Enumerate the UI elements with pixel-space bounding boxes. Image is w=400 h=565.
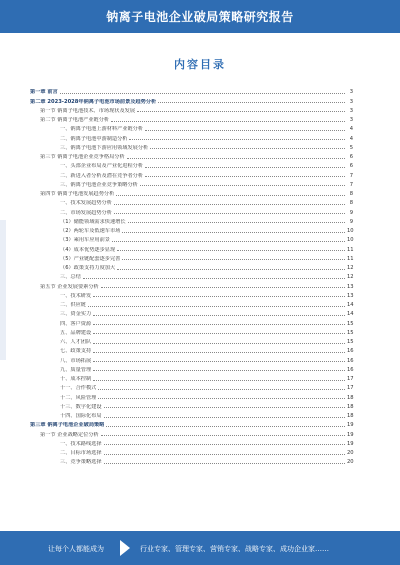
toc-leader-dots — [112, 240, 345, 242]
toc-entry-label: 十、成本控制 — [60, 376, 92, 382]
toc-entry-label: 五、品牌建设 — [60, 329, 92, 336]
toc-entry-page: 5 — [349, 144, 353, 151]
toc-entry-page: 20 — [347, 450, 354, 456]
toc-leader-dots — [88, 305, 345, 307]
toc-entry-page: 8 — [349, 200, 353, 207]
toc-entry-label: 第四节 钠离子电池发展趋势分析 — [40, 191, 115, 197]
toc-entry-page: 3 — [349, 89, 353, 96]
toc-entry[interactable] — [30, 206, 353, 215]
toc-entry-label: 第五节 企业发展要素分析 — [40, 283, 99, 290]
toc-entry-label: 七、政策支持 — [60, 348, 92, 355]
toc-entry-page: 3 — [349, 107, 353, 114]
toc-entry-page: 6 — [349, 163, 353, 170]
toc-entry-label: 一、技术发展趋势分析 — [60, 200, 112, 207]
toc-entry[interactable] — [30, 299, 353, 308]
toc-leader-dots — [93, 379, 345, 381]
toc-entry[interactable] — [30, 391, 353, 400]
toc-entry-page: 11 — [347, 246, 354, 253]
toc-entry-label: 三、钠离子电池企业竞争策略分析 — [60, 181, 138, 188]
footer-slogan: 让每个人都能成为 — [48, 545, 104, 553]
toc-entry-label: （3）乘用车应用前景 — [60, 237, 110, 244]
footer-roles: 行业专家、管理专家、营销专家、战略专家、成功企业家…… — [140, 545, 329, 553]
toc-leader-dots — [150, 147, 345, 149]
toc-entry-page: 15 — [347, 329, 354, 336]
toc-entry-label: 第三章 钠离子电池企业破局策略 — [30, 422, 105, 429]
header-bar — [0, 0, 400, 33]
toc-entry-page: 16 — [347, 348, 354, 355]
toc-entry-label: （5）产业链配套逐步完善 — [60, 255, 121, 262]
toc-entry-page: 4 — [349, 135, 353, 142]
side-decoration — [0, 220, 6, 360]
toc-entry[interactable] — [30, 225, 353, 234]
toc-entry-label: 二、目标市场选择 — [60, 450, 102, 456]
toc-entry-page: 14 — [347, 302, 354, 308]
toc-entry-page: 19 — [347, 440, 354, 447]
toc-entry-label: 一、技术路线选择 — [60, 440, 102, 447]
toc-leader-dots — [93, 314, 345, 316]
toc-entry[interactable] — [30, 114, 353, 123]
toc-entry-label: 十四、国际化布局 — [60, 413, 102, 419]
toc-entry-label: 三、钠离子电池下游应用领域发展分析 — [60, 144, 149, 151]
toc-leader-dots — [104, 406, 345, 408]
toc-entry-page: 19 — [347, 422, 354, 429]
toc-entry[interactable] — [30, 253, 353, 262]
toc-entry[interactable] — [30, 410, 353, 419]
toc-entry[interactable] — [30, 382, 353, 391]
toc-entry-label: 六、人才团队 — [60, 339, 92, 345]
toc-entry-page: 12 — [347, 265, 354, 271]
toc-entry-page: 8 — [349, 191, 353, 197]
toc-leader-dots — [60, 92, 345, 94]
toc-entry-label: 第一章 前言 — [30, 89, 58, 96]
toc-leader-dots — [93, 332, 345, 334]
toc-entry[interactable] — [30, 373, 353, 382]
toc-entry[interactable] — [30, 160, 353, 169]
toc-entry-label: 第一节 钠离子电池技术、市场现状及发展 — [40, 107, 136, 114]
toc-entry-page: 17 — [347, 376, 354, 382]
toc-entry-page: 16 — [347, 357, 354, 364]
toc-entry-label: 三、总结 — [60, 274, 81, 281]
toc-entry-label: 一、钠离子电池上游材料产业链分析 — [60, 126, 144, 133]
toc-leader-dots — [122, 258, 345, 260]
toc-entry[interactable] — [30, 234, 353, 243]
toc-leader-dots — [106, 425, 345, 427]
toc-leader-dots — [83, 277, 345, 279]
toc-leader-dots — [122, 231, 345, 233]
toc-entry-label: 一、技术研发 — [60, 292, 92, 299]
toc-heading: 内容目录 — [174, 58, 226, 71]
toc-entry-page: 18 — [347, 403, 354, 410]
toc-entry-page: 15 — [347, 320, 354, 327]
toc-entry[interactable] — [30, 105, 353, 114]
toc-entry[interactable] — [30, 142, 353, 151]
toc-entry-label: 九、质量管理 — [60, 366, 92, 373]
toc-entry-page: 13 — [347, 283, 354, 290]
arrow-right-icon — [120, 540, 130, 556]
toc-leader-dots — [158, 101, 345, 103]
toc-leader-dots — [114, 212, 345, 214]
toc-entry[interactable] — [30, 438, 353, 447]
toc-entry-page: 10 — [347, 228, 354, 234]
toc-entry-label: 四、客户资源 — [60, 320, 92, 327]
toc-entry[interactable] — [30, 419, 353, 428]
toc-leader-dots — [104, 462, 345, 464]
toc-leader-dots — [98, 388, 345, 390]
toc-leader-dots — [93, 351, 345, 353]
toc-entry-page: 3 — [349, 98, 353, 105]
toc-entry-label: 一、头部企业布局及产业化进程分析 — [60, 163, 144, 170]
toc-entry-page: 17 — [347, 385, 354, 392]
toc-entry-page: 9 — [349, 218, 353, 225]
toc-entry[interactable] — [30, 216, 353, 225]
toc-leader-dots — [111, 120, 345, 122]
toc-entry[interactable] — [30, 132, 353, 141]
toc-entry[interactable] — [30, 86, 353, 95]
toc-entry-page: 9 — [349, 209, 353, 216]
toc-leader-dots — [104, 443, 345, 445]
toc-entry-page: 16 — [347, 366, 354, 373]
toc-leader-dots — [145, 175, 345, 177]
toc-entry-page: 6 — [349, 154, 353, 160]
toc-entry[interactable] — [30, 345, 353, 354]
toc-entry-page: 18 — [347, 413, 354, 419]
toc-leader-dots — [137, 110, 345, 112]
toc-leader-dots — [93, 369, 345, 371]
toc-entry[interactable] — [30, 123, 353, 132]
toc-entry[interactable] — [30, 169, 353, 178]
toc-leader-dots — [93, 323, 345, 325]
toc-entry-page: 11 — [347, 255, 354, 262]
toc-entry-label: 三、资金实力 — [60, 311, 92, 318]
toc-entry-page: 7 — [349, 172, 353, 179]
toc-leader-dots — [117, 249, 345, 251]
toc-leader-dots — [93, 342, 345, 344]
toc-entry[interactable] — [30, 354, 353, 363]
toc-leader-dots — [145, 129, 345, 131]
toc-leader-dots — [101, 286, 345, 288]
toc-entry[interactable] — [30, 188, 353, 197]
toc-entry[interactable] — [30, 290, 353, 299]
toc-leader-dots — [104, 416, 345, 418]
toc-entry-page: 20 — [347, 459, 354, 466]
toc-entry-label: （1）储能领域需求快速增长 — [60, 218, 126, 225]
toc-entry-label: 二、新进入者分析及潜在竞争者分析 — [60, 172, 144, 179]
toc-leader-dots — [128, 221, 345, 223]
toc-entry-label: 第三节 钠离子电池企业竞争格局分析 — [40, 154, 125, 160]
toc-entry-label: 二、市场发展趋势分析 — [60, 209, 112, 216]
toc-entry[interactable] — [30, 179, 353, 188]
toc-entry-label: 第二节 钠离子电池产业链分析 — [40, 117, 110, 123]
toc-entry[interactable] — [30, 456, 353, 465]
footer-bar — [0, 531, 400, 565]
toc-entry-label: 第二章 2023-2028年钠离子电池市场前景及趋势分析 — [30, 98, 157, 105]
toc-entry[interactable] — [30, 197, 353, 206]
toc-entry-label: （6）政策支持力度加大 — [60, 265, 116, 271]
toc-leader-dots — [114, 203, 345, 205]
toc-leader-dots — [127, 157, 345, 159]
toc-entry[interactable] — [30, 271, 353, 280]
toc-entry-label: 第一节 企业战略定位分析 — [40, 431, 99, 438]
toc-entry[interactable] — [30, 364, 353, 373]
toc-entry[interactable] — [30, 280, 353, 289]
toc-entry-label: 十三、数字化建设 — [60, 403, 102, 410]
toc-entry-page: 3 — [349, 117, 353, 123]
toc-entry[interactable] — [30, 262, 353, 271]
toc-entry-page: 13 — [347, 292, 354, 299]
toc-entry[interactable] — [30, 447, 353, 456]
toc-entry[interactable] — [30, 336, 353, 345]
toc-entry-label: 三、竞争策略选择 — [60, 459, 102, 466]
toc-entry[interactable] — [30, 243, 353, 252]
toc-entry[interactable] — [30, 317, 353, 326]
toc-entry[interactable] — [30, 308, 353, 317]
toc-entry-page: 10 — [347, 237, 354, 244]
toc-entry[interactable] — [30, 327, 353, 336]
toc-entry-label: 十一、合作模式 — [60, 385, 97, 392]
toc-leader-dots — [93, 360, 345, 362]
toc-leader-dots — [104, 453, 345, 455]
toc-entry[interactable] — [30, 401, 353, 410]
toc-entry[interactable] — [30, 428, 353, 437]
toc-leader-dots — [93, 295, 345, 297]
toc-entry[interactable] — [30, 95, 353, 104]
toc-leader-dots — [116, 194, 345, 196]
toc-leader-dots — [145, 166, 345, 168]
toc-entry-label: 二、供应链 — [60, 302, 86, 308]
toc-leader-dots — [129, 138, 345, 140]
toc-entry-page: 18 — [347, 394, 354, 401]
toc-entry-label: （2）两轮车及低速车市场 — [60, 228, 121, 234]
toc-entry-label: 八、市场拓展 — [60, 357, 92, 364]
toc-leader-dots — [140, 184, 345, 186]
toc-entry-page: 4 — [349, 126, 353, 133]
toc-leader-dots — [98, 397, 345, 399]
toc-leader-dots — [101, 434, 345, 436]
toc-leader-dots — [117, 268, 345, 270]
toc-entry-label: （4）成本优势逐步显现 — [60, 246, 116, 253]
toc-entry-page: 14 — [347, 311, 354, 318]
toc-entry-page: 7 — [349, 181, 353, 188]
report-title: 钠离子电池企业破局策略研究报告 — [106, 10, 294, 24]
toc-entry-label: 十二、风险管理 — [60, 394, 97, 401]
toc-entry-page: 15 — [347, 339, 354, 345]
toc-entry-page: 12 — [347, 274, 354, 281]
toc-entry[interactable] — [30, 151, 353, 160]
toc-entry-page: 19 — [347, 431, 354, 438]
toc-entry-label: 二、钠离子电池中游制造分析 — [60, 135, 128, 142]
table-of-contents — [30, 86, 353, 465]
